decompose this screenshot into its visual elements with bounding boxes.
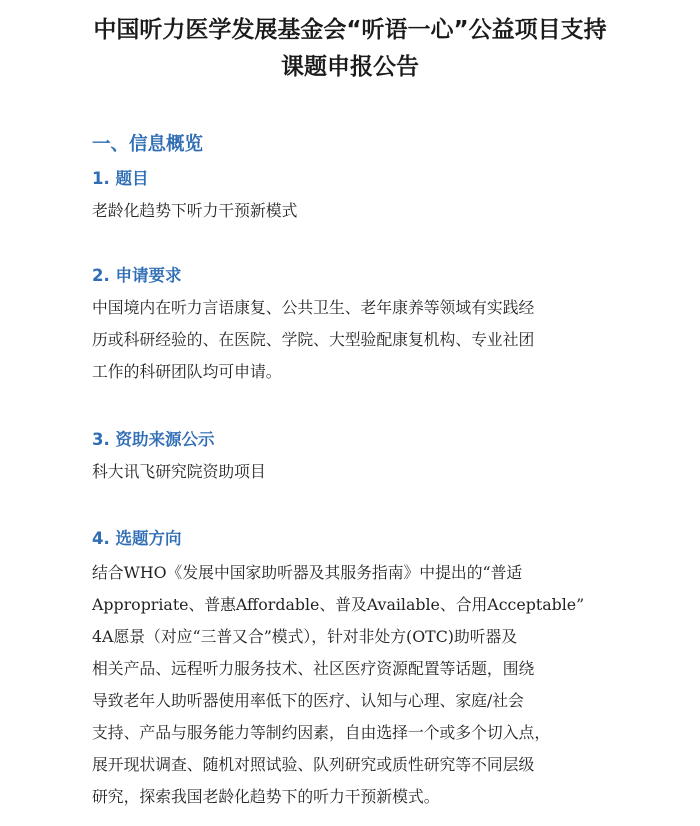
direction-line: 相关产品、远程听力服务技术、社区医疗资源配置等话题，围绕 bbox=[92, 659, 535, 678]
section-heading-info-overview: 一、信息概览 bbox=[92, 134, 204, 155]
document-title-line-2: 课题申报公告 bbox=[281, 54, 419, 80]
document-title-line-1: 中国听力医学发展基金会“听语一心”公益项目支持 bbox=[93, 17, 607, 43]
funding-text-line: 科大讯飞研究院资助项目 bbox=[92, 462, 266, 481]
subheading-topic: 1. 题目 bbox=[92, 169, 149, 188]
direction-line: 导致老年人助听器使用率低下的医疗、认知与心理、家庭/社会 bbox=[92, 691, 524, 710]
subheading-requirements: 2. 申请要求 bbox=[92, 266, 182, 285]
direction-line: 4A愿景（对应“三普又合”模式），针对非处方(OTC)助听器及 bbox=[92, 627, 518, 646]
subheading-topic-direction: 4. 选题方向 bbox=[92, 529, 182, 548]
direction-paragraph bbox=[92, 557, 584, 813]
topic-text-line: 老龄化趋势下听力干预新模式 bbox=[92, 201, 298, 220]
funding-text bbox=[92, 460, 266, 484]
direction-line: 展开现状调查、随机对照试验、队列研究或质性研究等不同层级 bbox=[92, 755, 535, 774]
requirements-line: 历或科研经验的、在医院、学院、大型验配康复机构、专业社团 bbox=[92, 330, 535, 349]
direction-line: Appropriate、普惠Affordable、普及Available、合用Acceptable” bbox=[92, 595, 585, 614]
direction-line: 支持、产品与服务能力等制约因素，自由选择一个或多个切入点， bbox=[92, 723, 551, 742]
requirements-paragraph bbox=[92, 292, 534, 388]
direction-line: 结合WHO《发展中国家助听器及其服务指南》中提出的“普适 bbox=[92, 563, 523, 582]
topic-text bbox=[92, 199, 297, 223]
document-title bbox=[0, 12, 700, 86]
requirements-line: 工作的科研团队均可申请。 bbox=[92, 362, 282, 381]
direction-line: 研究，探索我国老龄化趋势下的听力干预新模式。 bbox=[92, 787, 440, 806]
subheading-funding-source: 3. 资助来源公示 bbox=[92, 430, 215, 449]
requirements-line: 中国境内在听力言语康复、公共卫生、老年康养等领域有实践经 bbox=[92, 298, 535, 317]
